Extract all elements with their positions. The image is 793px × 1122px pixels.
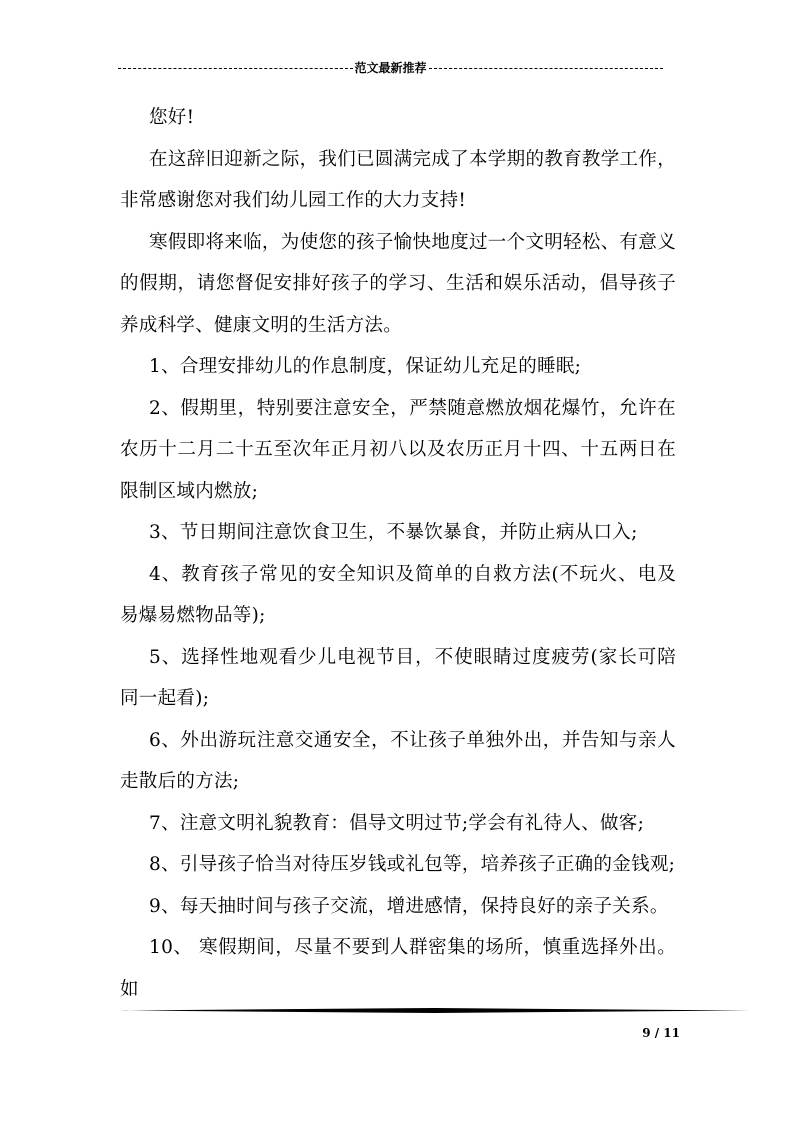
- list-item-5: 5、选择性地观看少儿电视节目，不使眼睛过度疲劳(家长可陪同一起看);: [120, 646, 676, 709]
- footer-rule: [120, 1008, 750, 1013]
- list-item-9: 9、每天抽时间与孩子交流，增进感情，保持良好的亲子关系。: [149, 895, 669, 917]
- list-item-1: 1、合理安排幼儿的作息制度，保证幼儿充足的睡眠;: [149, 356, 582, 377]
- list-item-7: 7、注意文明礼貌教育：倡导文明过节;学会有礼待人、做客;: [149, 812, 645, 834]
- list-item-10: 10、 寒假期间，尽量不要到人群密集的场所，慎重选择外出。如: [120, 937, 676, 1000]
- list-item-8: 8、引导孩子恰当对待压岁钱或礼包等，培养孩子正确的金钱观;: [149, 854, 676, 875]
- list-item-2: 2、假期里，特别要注意安全，严禁随意燃放烟花爆竹，允许在农历十二月二十五至次年正月初八以及农历正月十四、十五两日在限制区域内燃放;: [120, 397, 676, 502]
- paragraph-winter-break: 寒假即将来临，为使您的孩子愉快地度过一个文明轻松、有意义的假期，请您督促安排好孩子的学习、生活和娱乐活动，倡导孩子养成科学、健康文明的生活方法。: [120, 231, 676, 336]
- page-header: [118, 57, 663, 77]
- header-left-rule: [118, 68, 353, 69]
- paragraph-intro: 在这辞旧迎新之际，我们已圆满完成了本学期的教育教学工作，非常感谢您对我们幼儿园工作的大力支持!: [120, 148, 676, 211]
- list-item-3: 3、节日期间注意饮食卫生，不暴饮暴食，并防止病从口入;: [149, 522, 638, 543]
- document-body: [120, 97, 676, 1010]
- header-title: 范文最新推荐: [354, 60, 427, 75]
- list-item-4: 4、教育孩子常见的安全知识及简单的自救方法(不玩火、电及易爆易燃物品等);: [120, 563, 676, 626]
- list-item-6: 6、外出游玩注意交通安全，不让孩子单独外出，并告知与亲人走散后的方法;: [120, 729, 676, 792]
- header-right-rule: [429, 68, 664, 69]
- greeting: 您好!: [149, 107, 195, 128]
- page-number: 9 / 11: [642, 1026, 680, 1040]
